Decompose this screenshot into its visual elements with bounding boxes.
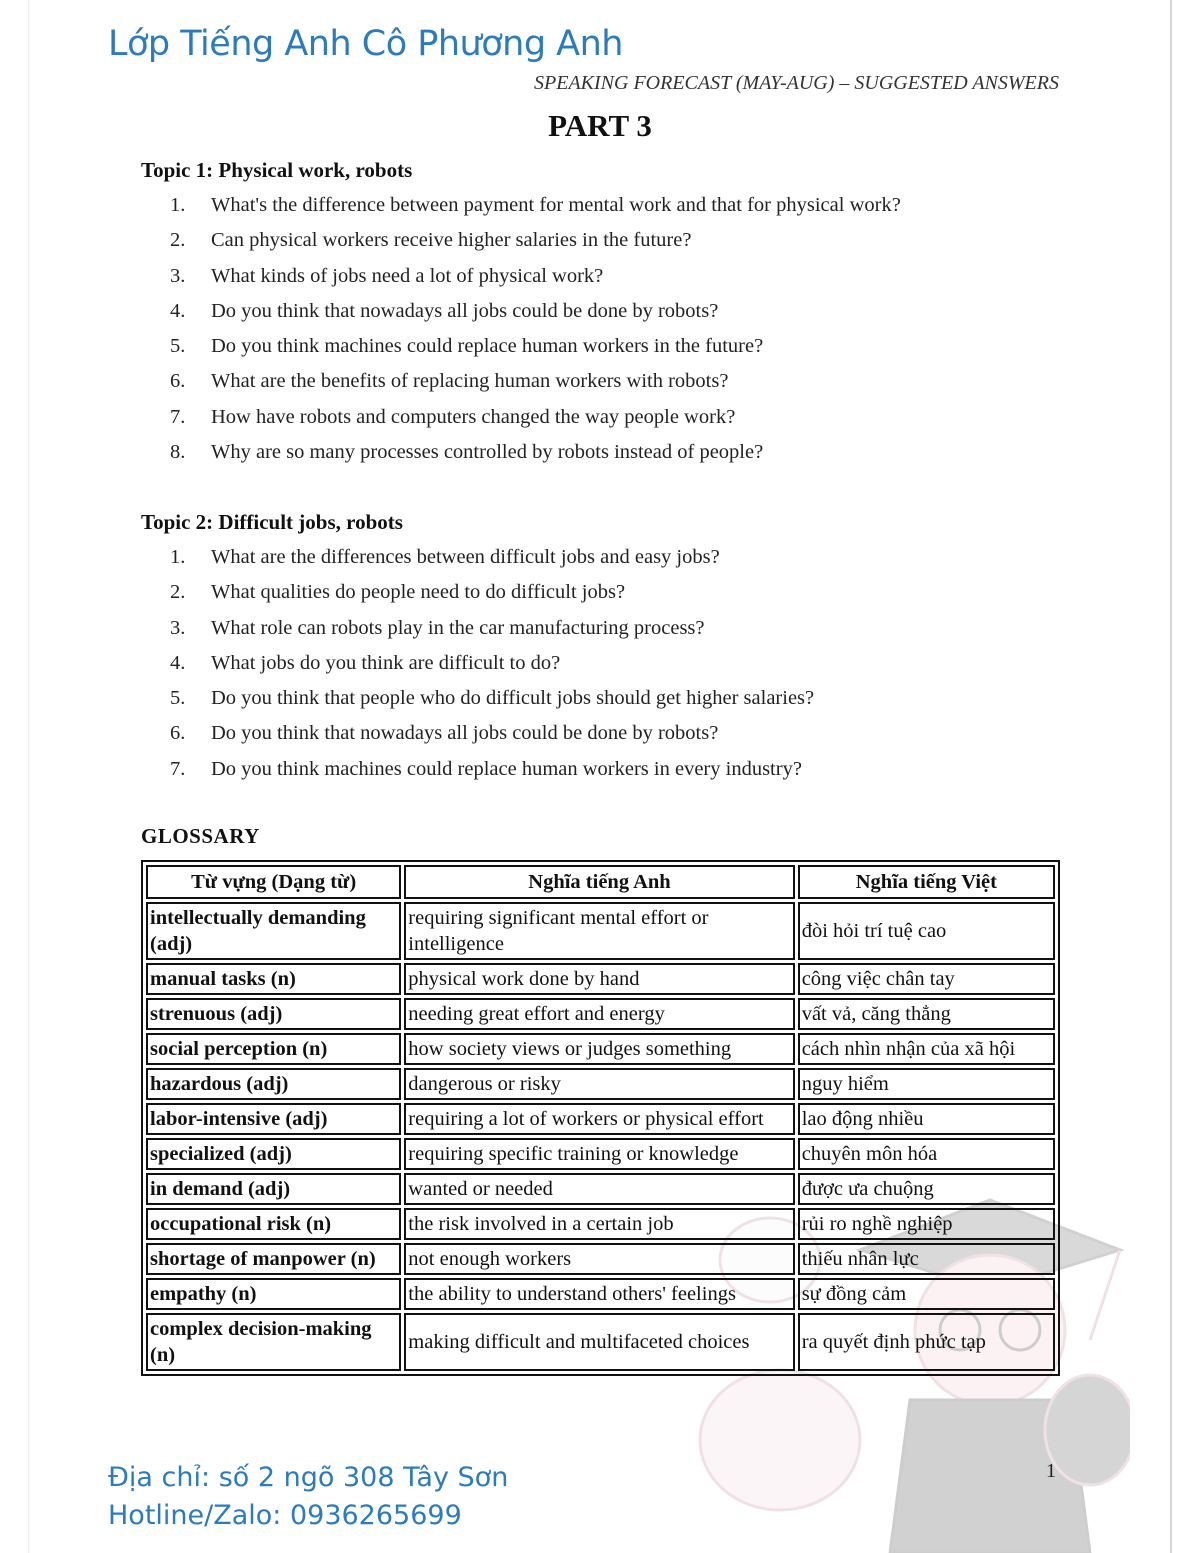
english-meaning-cell: requiring significant mental effort or intelligence [404,902,794,960]
question-number: 7. [170,757,186,780]
english-meaning-cell: requiring a lot of workers or physical effort [404,1103,794,1135]
topic-1-question-list [170,188,901,470]
term-cell: complex decision-making (n) [146,1313,401,1371]
page-left-edge [28,0,29,1553]
question-text: What jobs do you think are difficult to do? [211,651,561,674]
page-right-edge [1170,0,1172,1553]
question-text: Do you think machines could replace human workers in the future? [211,335,764,358]
table-row [146,1173,1055,1205]
english-meaning-cell: making difficult and multifaceted choices [404,1313,794,1371]
table-row [146,1313,1055,1371]
english-meaning-cell: wanted or needed [404,1173,794,1205]
table-row [146,1103,1055,1135]
question-text: Do you think that nowadays all jobs could be done by robots? [211,722,719,745]
question-number: 2. [170,581,186,604]
table-row [146,1033,1055,1065]
vietnamese-meaning-cell: rủi ro nghề nghiệp [798,1208,1055,1240]
document-subtitle: SPEAKING FORECAST (MAY-AUG) – SUGGESTED ANSWERS [534,72,1059,94]
glossary-table [141,860,1060,1376]
vietnamese-meaning-cell: cách nhìn nhận của xã hội [798,1033,1055,1065]
question-number: 3. [170,264,186,287]
english-meaning-cell: the risk involved in a certain job [404,1208,794,1240]
question-text: What role can robots play in the car manufacturing process? [211,616,705,639]
question-item [170,716,814,751]
page-number: 1 [1046,1460,1056,1482]
term-cell: in demand (adj) [146,1173,401,1205]
question-item [170,364,901,399]
question-item [170,435,901,470]
question-number: 5. [170,687,186,710]
column-header-vietnamese: Nghĩa tiếng Việt [798,865,1055,899]
vietnamese-meaning-cell: thiếu nhân lực [798,1243,1055,1275]
question-text: Can physical workers receive higher salaries in the future? [211,229,692,252]
english-meaning-cell: not enough workers [404,1243,794,1275]
term-cell: specialized (adj) [146,1138,401,1170]
question-item [170,400,901,435]
term-cell: manual tasks (n) [146,963,401,995]
vietnamese-meaning-cell: chuyên môn hóa [798,1138,1055,1170]
question-item [170,294,901,329]
question-text: What qualities do people need to do difficult jobs? [211,581,626,604]
english-meaning-cell: how society views or judges something [404,1033,794,1065]
vietnamese-meaning-cell: công việc chân tay [798,963,1055,995]
term-cell: hazardous (adj) [146,1068,401,1100]
term-cell: empathy (n) [146,1278,401,1310]
column-header-english: Nghĩa tiếng Anh [404,865,794,899]
question-number: 5. [170,335,186,358]
question-text: Do you think that people who do difficult jobs should get higher salaries? [211,687,815,710]
term-cell: intellectually demanding (adj) [146,902,401,960]
table-row [146,902,1055,960]
question-item [170,188,901,223]
vietnamese-meaning-cell: nguy hiểm [798,1068,1055,1100]
vietnamese-meaning-cell: lao động nhiều [798,1103,1055,1135]
question-item [170,540,814,575]
question-text: How have robots and computers changed the way people work? [211,405,736,428]
question-number: 1. [170,546,186,568]
question-item [170,329,901,364]
glossary-header-row [146,865,1055,899]
topic-2-question-list [170,540,814,787]
column-header-term: Từ vựng (Dạng từ) [146,865,401,899]
english-meaning-cell: the ability to understand others' feelings [404,1278,794,1310]
question-text: What kinds of jobs need a lot of physical work? [211,264,604,287]
term-cell: shortage of manpower (n) [146,1243,401,1275]
table-row [146,1068,1055,1100]
table-row [146,1278,1055,1310]
vietnamese-meaning-cell: vất vả, căng thẳng [798,998,1055,1030]
topic-1-title: Topic 1: Physical work, robots [141,158,413,182]
english-meaning-cell: requiring specific training or knowledge [404,1138,794,1170]
brand-title: Lớp Tiếng Anh Cô Phương Anh [108,24,623,64]
english-meaning-cell: needing great effort and energy [404,998,794,1030]
question-number: 4. [170,299,186,322]
vietnamese-meaning-cell: đòi hỏi trí tuệ cao [798,902,1055,960]
glossary-title: GLOSSARY [141,824,260,848]
question-text: Why are so many processes controlled by robots instead of people? [211,441,764,464]
table-row [146,1208,1055,1240]
footer-address: Địa chỉ: số 2 ngõ 308 Tây Sơn [108,1462,509,1493]
question-number: 1. [170,194,186,216]
part-title: PART 3 [548,108,652,143]
question-number: 2. [170,229,186,252]
term-cell: occupational risk (n) [146,1208,401,1240]
vietnamese-meaning-cell: được ưa chuộng [798,1173,1055,1205]
table-row [146,998,1055,1030]
question-number: 6. [170,370,186,393]
question-text: Do you think machines could replace human workers in every industry? [211,757,802,780]
question-item [170,646,814,681]
question-text: Do you think that nowadays all jobs could be done by robots? [211,299,719,322]
term-cell: social perception (n) [146,1033,401,1065]
question-number: 3. [170,616,186,639]
table-row [146,963,1055,995]
question-item [170,752,814,787]
topic-2-title: Topic 2: Difficult jobs, robots [141,510,403,534]
question-item [170,681,814,716]
question-item [170,259,901,294]
table-row [146,1243,1055,1275]
vietnamese-meaning-cell: sự đồng cảm [798,1278,1055,1310]
question-number: 6. [170,722,186,745]
english-meaning-cell: dangerous or risky [404,1068,794,1100]
question-item [170,223,901,258]
question-item [170,611,814,646]
question-text: What are the benefits of replacing human workers with robots? [211,370,729,393]
footer-hotline: Hotline/Zalo: 0936265699 [108,1500,462,1531]
term-cell: labor-intensive (adj) [146,1103,401,1135]
table-row [146,1138,1055,1170]
question-number: 8. [170,441,186,464]
question-number: 4. [170,651,186,674]
question-item [170,575,814,610]
english-meaning-cell: physical work done by hand [404,963,794,995]
question-text: What are the differences between difficult jobs and easy jobs? [211,546,720,568]
question-number: 7. [170,405,186,428]
term-cell: strenuous (adj) [146,998,401,1030]
question-text: What's the difference between payment for mental work and that for physical work? [211,194,901,216]
vietnamese-meaning-cell: ra quyết định phức tạp [798,1313,1055,1371]
